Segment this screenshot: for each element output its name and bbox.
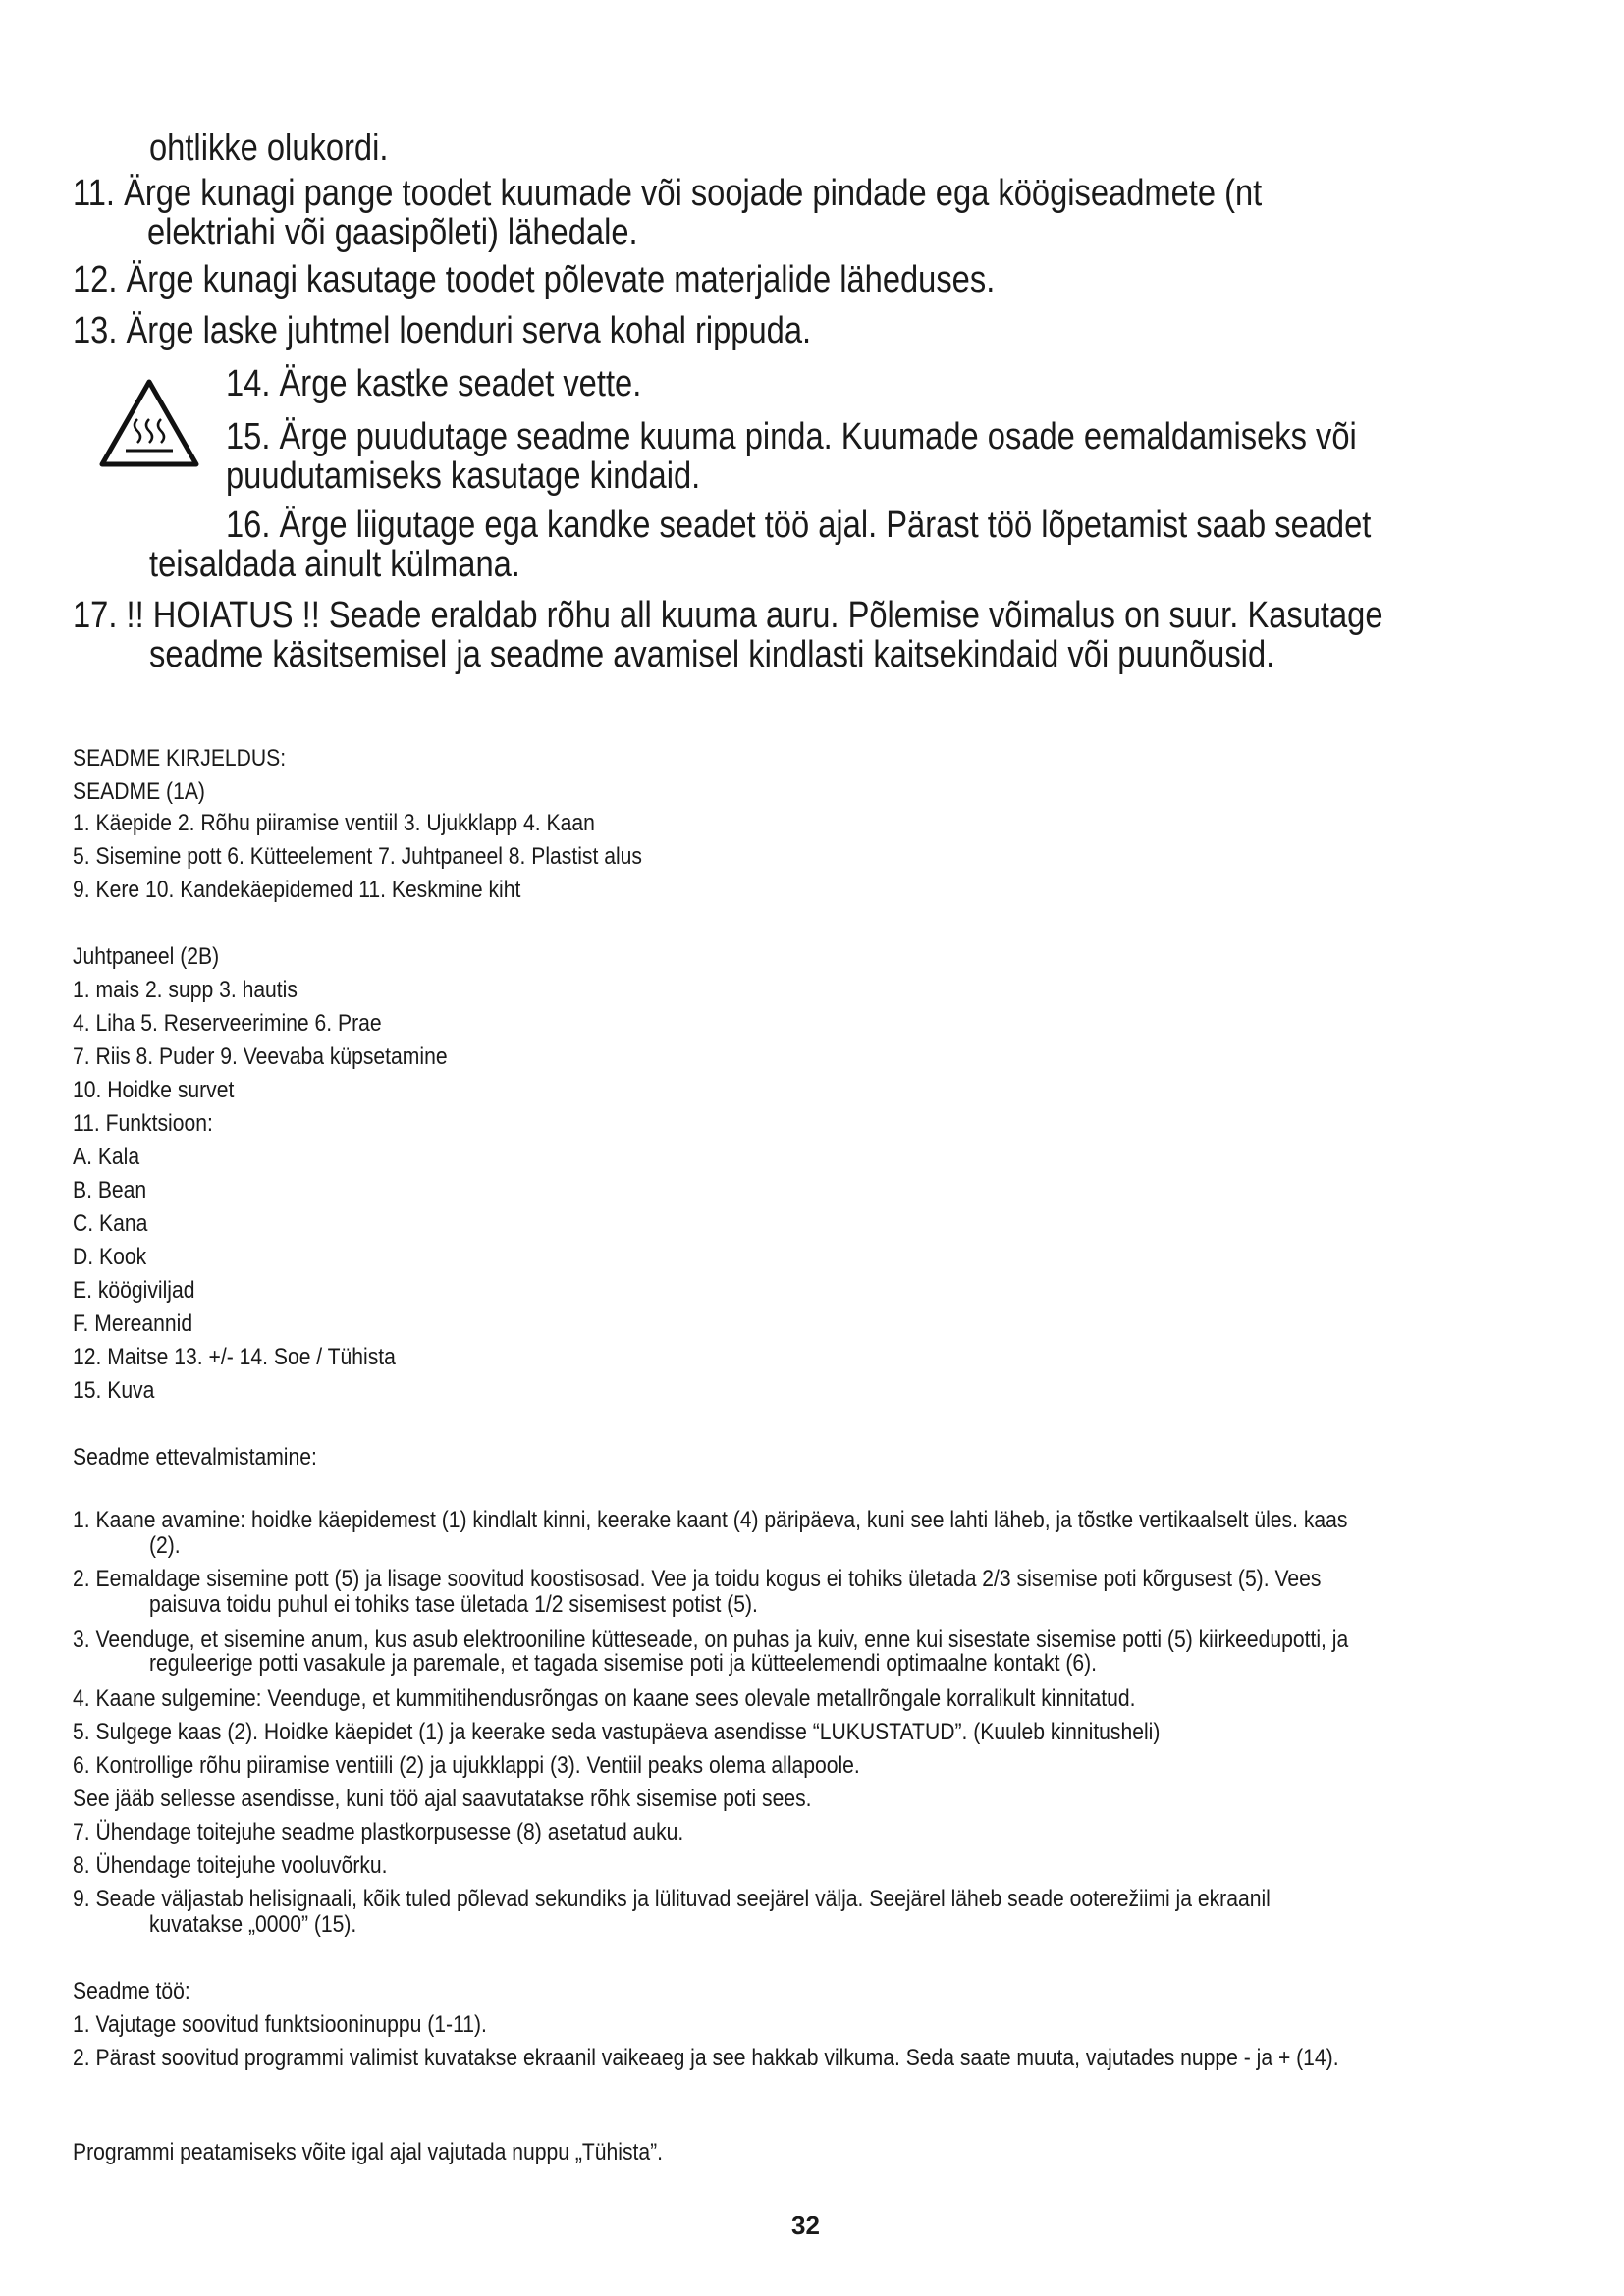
hot-surface-warning-icon [98,378,201,471]
warning-12: 12. Ärge kunagi kasutage toodet põlevate materjalide läheduses. [73,259,996,300]
warning-13: 13. Ärge laske juhtmel loenduri serva kohal rippuda. [73,310,812,351]
description-line: 1. Käepide 2. Rõhu piiramise ventiil 3. Ujukklapp 4. Kaan [73,810,595,836]
panel-line: B. Bean [73,1177,147,1203]
warning-16-cont: teisaldada ainult külmana. [149,544,520,585]
operation-step-1: 1. Vajutage soovitud funktsiooninuppu (1-11). [73,2011,487,2038]
warning-17-cont: seadme käsitsemisel ja seadme avamisel kindlasti kaitsekindaid või puunõusid. [149,634,1275,675]
panel-line: A. Kala [73,1144,140,1170]
panel-line: 12. Maitse 13. +/- 14. Soe / Tühista [73,1344,396,1370]
prep-step-3: 3. Veenduge, et sisemine anum, kus asub elektrooniline kütteseade, on puhas ja kuiv, enne kui sisestate sisemise potti (5) kiirkeedupotti, ja [73,1627,1349,1653]
panel-line: E. köögiviljad [73,1277,195,1304]
description-line: 9. Kere 10. Kandekäepidemed 11. Keskmine kiht [73,877,521,903]
panel-line: 15. Kuva [73,1377,155,1404]
operation-stop-note: Programmi peatamiseks võite igal ajal vajutada nuppu „Tühista”. [73,2139,664,2165]
prep-step-1: 1. Kaane avamine: hoidke käepidemest (1) kindlalt kinni, keerake kaant (4) päripäeva, kuni see lahti läheb, ja tõstke vertikaalselt üles. kaas [73,1507,1348,1533]
operation-title: Seadme töö: [73,1978,190,2004]
warning-14: 14. Ärge kastke seadet vette. [226,363,642,404]
prep-step-2-cont: paisuva toidu puhul ei tohiks tase ületada 1/2 sisemisest potist (5). [149,1591,758,1618]
warning-17: 17. !! HOIATUS !! Seade eraldab rõhu all kuuma auru. Põlemise võimalus on suur. Kasutage [73,595,1383,636]
prep-step-4: 4. Kaane sulgemine: Veenduge, et kummitihendusrõngas on kaane sees olevale metallrõngale korralikult kinnitatud. [73,1685,1136,1712]
warning-11: 11. Ärge kunagi pange toodet kuumade või soojade pindade ega köögiseadmete (nt [73,173,1263,214]
panel-line: F. Mereannid [73,1310,193,1337]
prep-step-1-cont: (2). [149,1532,181,1559]
description-title: SEADME KIRJELDUS: [73,745,287,772]
prep-step-2: 2. Eemaldage sisemine pott (5) ja lisage soovitud koostisosad. Vee ja toidu kogus ei tohiks ületada 2/3 sisemise poti kõrgusest (5). Vees [73,1566,1322,1592]
prep-step-7: 7. Ühendage toitejuhe seadme plastkorpusesse (8) asetatud auku. [73,1819,684,1845]
description-line: 5. Sisemine pott 6. Kütteelement 7. Juhtpaneel 8. Plastist alus [73,843,642,870]
description-subtitle: SEADME (1A) [73,778,205,805]
panel-line: 10. Hoidke survet [73,1077,235,1103]
panel-title: Juhtpaneel (2B) [73,943,220,970]
operation-step-2: 2. Pärast soovitud programmi valimist kuvatakse ekraanil vaikeaeg ja see hakkab vilkuma. Seda saate muuta, vajutades nuppe - ja + (14). [73,2045,1339,2071]
page-number: 32 [791,2211,820,2240]
panel-line: C. Kana [73,1210,148,1237]
prep-step-5: 5. Sulgege kaas (2). Hoidke käepidet (1) ja keerake seda vastupäeva asendisse “LUKUSTATUD”. (Kuuleb kinnitusheli) [73,1719,1161,1745]
warning-11-cont: elektriahi või gaasipõleti) lähedale. [147,212,638,253]
warning-15-cont: puudutamiseks kasutage kindaid. [226,455,701,497]
panel-line: D. Kook [73,1244,147,1270]
panel-line: 4. Liha 5. Reserveerimine 6. Prae [73,1010,382,1037]
prep-step-6-note: See jääb sellesse asendisse, kuni töö ajal saavutatakse rõhk sisemise poti sees. [73,1786,812,1812]
panel-line: 11. Funktsioon: [73,1110,213,1137]
prep-step-3-cont: reguleerige potti vasakule ja paremale, et tagada sisemise poti ja kütteelemendi optimaalne kontakt (6). [149,1650,1098,1677]
prep-step-6: 6. Kontrollige rõhu piiramise ventiili (2) ja ujukklappi (3). Ventiil peaks olema allapoole. [73,1752,860,1779]
prep-step-9-cont: kuvatakse „0000” (15). [149,1911,357,1938]
prep-title: Seadme ettevalmistamine: [73,1444,317,1470]
prep-step-8: 8. Ühendage toitejuhe vooluvõrku. [73,1852,388,1879]
prep-step-9: 9. Seade väljastab helisignaali, kõik tuled põlevad sekundiks ja lülituvad seejärel välja. Seejärel läheb seade ooterežiimi ja ekraanil [73,1886,1271,1912]
panel-line: 7. Riis 8. Puder 9. Veevaba küpsetamine [73,1043,448,1070]
panel-line: 1. mais 2. supp 3. hautis [73,977,298,1003]
warning-continuation: ohtlikke olukordi. [149,128,389,169]
warning-16: 16. Ärge liigutage ega kandke seadet töö ajal. Pärast töö lõpetamist saab seadet [226,505,1372,546]
warning-15: 15. Ärge puudutage seadme kuuma pinda. Kuumade osade eemaldamiseks või [226,416,1357,457]
